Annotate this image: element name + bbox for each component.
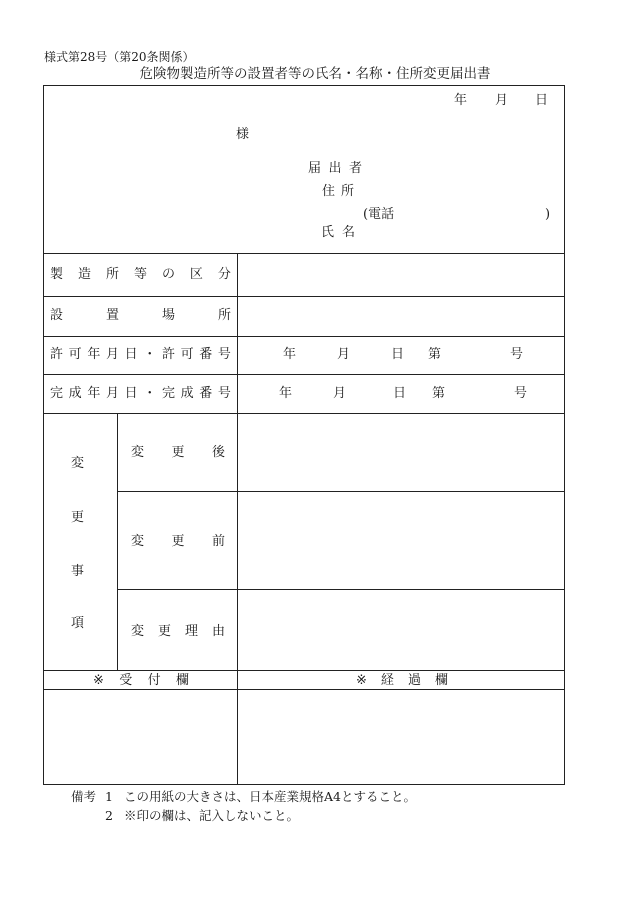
address-label: 住 所 — [322, 184, 354, 199]
change-before-label: 変 更 前 — [131, 534, 225, 549]
submitter-label: 届 出 者 — [308, 161, 362, 176]
change-after-label: 変 更 後 — [131, 445, 225, 460]
reception-column-header: ※ 受 付 欄 — [93, 673, 189, 688]
remarks-label: 備考 — [71, 789, 97, 804]
divider — [117, 589, 565, 590]
divider — [117, 491, 565, 492]
divider — [43, 689, 565, 690]
remark-number: 1 — [105, 789, 113, 804]
change-reason-label: 変 更 理 由 — [131, 624, 225, 639]
phone-close-paren: ) — [545, 207, 551, 222]
date-year-label: 年 — [454, 93, 468, 108]
divider — [237, 253, 238, 785]
phone-label: (電話 — [363, 207, 395, 222]
addressee-suffix: 様 — [236, 127, 250, 142]
date-month-label: 月 — [495, 93, 509, 108]
divider — [43, 253, 565, 254]
progress-column-header: ※ 経 過 欄 — [356, 673, 448, 688]
remark-number: 2 — [105, 808, 113, 823]
permit-date-number-label: 許 可 年 月 日 ・ 許 可 番 号 — [50, 347, 231, 362]
facility-class-label: 製 造 所 等 の 区 分 — [50, 267, 231, 282]
form-number: 様式第28号（第20条関係） — [44, 50, 195, 64]
form-title: 危険物製造所等の設置者等の氏名・名称・住所変更届出書 — [139, 66, 491, 82]
installation-location-label: 設 置 場 所 — [50, 308, 231, 323]
divider — [43, 670, 565, 671]
divider — [117, 413, 118, 670]
divider — [43, 336, 565, 337]
divider — [43, 413, 565, 414]
divider — [43, 296, 565, 297]
completion-date-number-label: 完 成 年 月 日 ・ 完 成 番 号 — [50, 386, 231, 401]
date-day-label: 日 — [535, 93, 549, 108]
remark-text: この用紙の大きさは、日本産業規格A4とすること。 — [124, 789, 416, 804]
remark-text: ※印の欄は、記入しないこと。 — [124, 808, 300, 823]
name-label: 氏 名 — [321, 225, 355, 240]
divider — [43, 374, 565, 375]
